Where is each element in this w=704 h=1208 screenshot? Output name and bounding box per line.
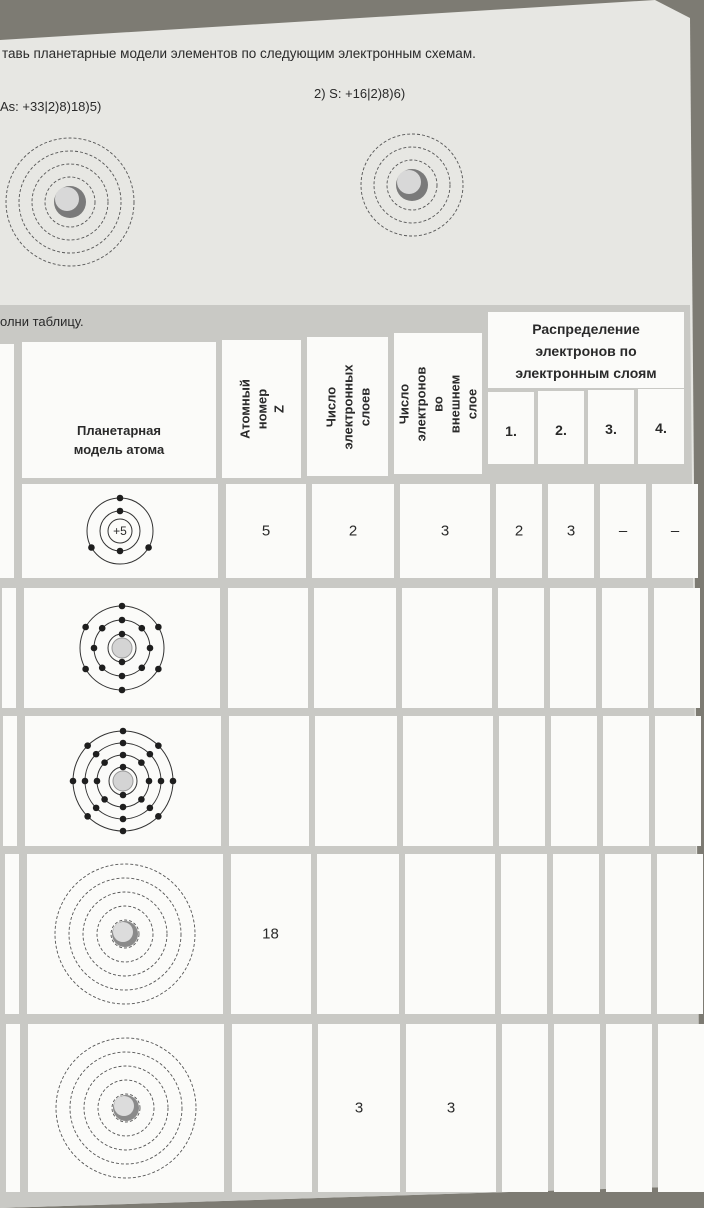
cell-value[interactable]: 2: [348, 522, 358, 540]
electron-dot: [147, 751, 154, 758]
layers-cell: [315, 716, 397, 846]
planetary-model-cell: [22, 484, 218, 578]
electron-dot: [120, 764, 127, 771]
atomic-number-cell: [231, 854, 311, 1014]
electron-dot: [120, 792, 127, 799]
task-2-atom-template: [340, 120, 490, 270]
row-number-cell: [3, 716, 17, 846]
header-layer-col-label: 4.: [655, 420, 667, 436]
electron-dot: [120, 828, 127, 835]
electron-dot: [82, 666, 89, 673]
electron-dot: [146, 778, 153, 785]
task-1-scheme: As: +33|2)8)18)5): [0, 99, 102, 114]
outer-cell: [402, 588, 492, 708]
electron-dot: [101, 759, 108, 766]
header-cell-distribution: [488, 312, 684, 388]
cell-value[interactable]: 3: [440, 522, 450, 540]
header-layer-col-label: 3.: [605, 421, 617, 437]
atomic-number-cell: [228, 588, 308, 708]
atom-diagram: [27, 854, 223, 1014]
electron-dot: [138, 664, 145, 671]
layer-4-electrons-cell: [657, 854, 703, 1014]
nucleus-highlight: [113, 922, 133, 942]
cell-value[interactable]: 3: [354, 1099, 364, 1117]
layer-3-electrons-cell: [605, 854, 651, 1014]
electron-dot: [117, 495, 124, 502]
electron-dot: [82, 778, 89, 785]
layer-4-electrons-cell: [655, 716, 701, 846]
header-layers-label: Число электронных слоев: [323, 364, 372, 449]
planetary-model-cell: [25, 716, 221, 846]
layer-4-electrons-cell: [652, 484, 698, 578]
outer-cell: [400, 484, 490, 578]
electron-dot: [138, 796, 145, 803]
electron-dot: [90, 645, 97, 652]
header-layer-col-2: [538, 391, 584, 464]
atomic-number-cell: [232, 1024, 312, 1192]
electron-dot: [118, 659, 125, 666]
task-instruction: тавь планетарные модели элементов по следующим электронным схемам.: [2, 46, 476, 61]
atomic-number-cell: [226, 484, 306, 578]
electron-dot: [93, 805, 100, 812]
cell-value[interactable]: 3: [566, 522, 576, 540]
layer-2-electrons-cell: [553, 854, 599, 1014]
layer-2-electrons-cell: [548, 484, 594, 578]
planetary-model-cell: [28, 1024, 224, 1192]
header-layer-col-4: [638, 389, 684, 464]
electron-dot: [138, 625, 145, 632]
electron-dot: [98, 664, 105, 671]
layers-cell: [314, 588, 396, 708]
atomic-number-cell: [229, 716, 309, 846]
electron-dot: [88, 544, 95, 551]
atom-diagram: [28, 1024, 224, 1192]
electron-dot: [101, 796, 108, 803]
layer-3-electrons-cell: [602, 588, 648, 708]
nucleus: [113, 771, 133, 791]
layer-3-electrons-cell: [603, 716, 649, 846]
electron-dot: [155, 666, 162, 673]
electron-dot: [84, 742, 91, 749]
cell-value[interactable]: 5: [261, 522, 271, 540]
electron-dot: [82, 624, 89, 631]
header-cell-atomic-number: [222, 340, 301, 478]
atom-diagram: [24, 588, 220, 708]
electron-dot: [147, 805, 154, 812]
cell-value[interactable]: 3: [446, 1099, 456, 1117]
electron-dot: [146, 645, 153, 652]
task-1-atom-template: [0, 130, 160, 280]
electron-dot: [70, 778, 77, 785]
nucleus: [112, 638, 132, 658]
electron-dot: [84, 813, 91, 820]
layer-2-electrons-cell: [554, 1024, 600, 1192]
electron-dot: [98, 625, 105, 632]
electron-dot: [158, 778, 165, 785]
cell-value[interactable]: 2: [514, 522, 524, 540]
row-number-cell: [2, 588, 16, 708]
electron-dot: [155, 742, 162, 749]
cell-value[interactable]: –: [670, 522, 680, 540]
layer-1-electrons-cell: [502, 1024, 548, 1192]
table-task-instruction: олни таблицу.: [0, 314, 84, 329]
electron-dot: [120, 804, 127, 811]
layer-1-electrons-cell: [496, 484, 542, 578]
row-number-cell: [5, 854, 19, 1014]
header-cell-outer-electrons: [394, 333, 482, 474]
layer-2-electrons-cell: [550, 588, 596, 708]
cell-value[interactable]: –: [618, 522, 628, 540]
cell-value[interactable]: 18: [262, 925, 279, 943]
header-atomic-number-label: Атомный номер Z: [237, 379, 286, 439]
layer-1-electrons-cell: [501, 854, 547, 1014]
layer-3-electrons-cell: [606, 1024, 652, 1192]
electron-dot: [120, 740, 127, 747]
nucleus-highlight: [114, 1096, 134, 1116]
layer-3-electrons-cell: [600, 484, 646, 578]
electron-dot: [120, 816, 127, 823]
nucleus-charge-label: +5: [113, 524, 127, 538]
planetary-model-cell: [27, 854, 223, 1014]
electron-dot: [117, 548, 124, 555]
electron-dot: [118, 673, 125, 680]
layer-1-electrons-cell: [498, 588, 544, 708]
electron-dot: [118, 617, 125, 624]
outer-cell: [405, 854, 495, 1014]
task-2-scheme: 2) S: +16|2)8)6): [314, 86, 406, 101]
layer-4-electrons-cell: [658, 1024, 704, 1192]
electron-dot: [155, 624, 162, 631]
electron-dot: [170, 778, 177, 785]
header-cell-model: [22, 342, 216, 478]
layers-cell: [318, 1024, 400, 1192]
outer-cell: [406, 1024, 496, 1192]
electron-dot: [155, 813, 162, 820]
layers-cell: [312, 484, 394, 578]
header-layer-col-label: 1.: [505, 423, 517, 439]
electron-dot: [93, 751, 100, 758]
header-layer-col-3: [588, 390, 634, 464]
electron-dot: [145, 544, 152, 551]
planetary-model-cell: [24, 588, 220, 708]
header-cell-number: [0, 344, 14, 484]
layers-cell: [317, 854, 399, 1014]
layer-1-electrons-cell: [499, 716, 545, 846]
row-number-cell: [6, 1024, 20, 1192]
electron-dot: [120, 752, 127, 759]
header-model-label: Планетарная модель атома: [73, 423, 165, 457]
header-distribution-label: Распределение электронов по электронным слоям: [515, 321, 657, 381]
header-layer-col-1: [488, 392, 534, 464]
header-outer-electrons-label: Число электронов во внешнем слое: [396, 366, 480, 441]
header-layer-col-label: 2.: [555, 422, 567, 438]
electron-dot: [118, 631, 125, 638]
layer-2-electrons-cell: [551, 716, 597, 846]
outer-cell: [403, 716, 493, 846]
electron-dot: [118, 603, 125, 610]
electron-dot: [94, 778, 101, 785]
header-cell-layers: [307, 337, 388, 476]
electron-dot: [138, 759, 145, 766]
electron-dot: [117, 508, 124, 515]
electron-dot: [120, 728, 127, 735]
electron-dot: [118, 687, 125, 694]
row-number-cell: [0, 484, 14, 578]
layer-4-electrons-cell: [654, 588, 700, 708]
atom-diagram: [25, 716, 221, 846]
